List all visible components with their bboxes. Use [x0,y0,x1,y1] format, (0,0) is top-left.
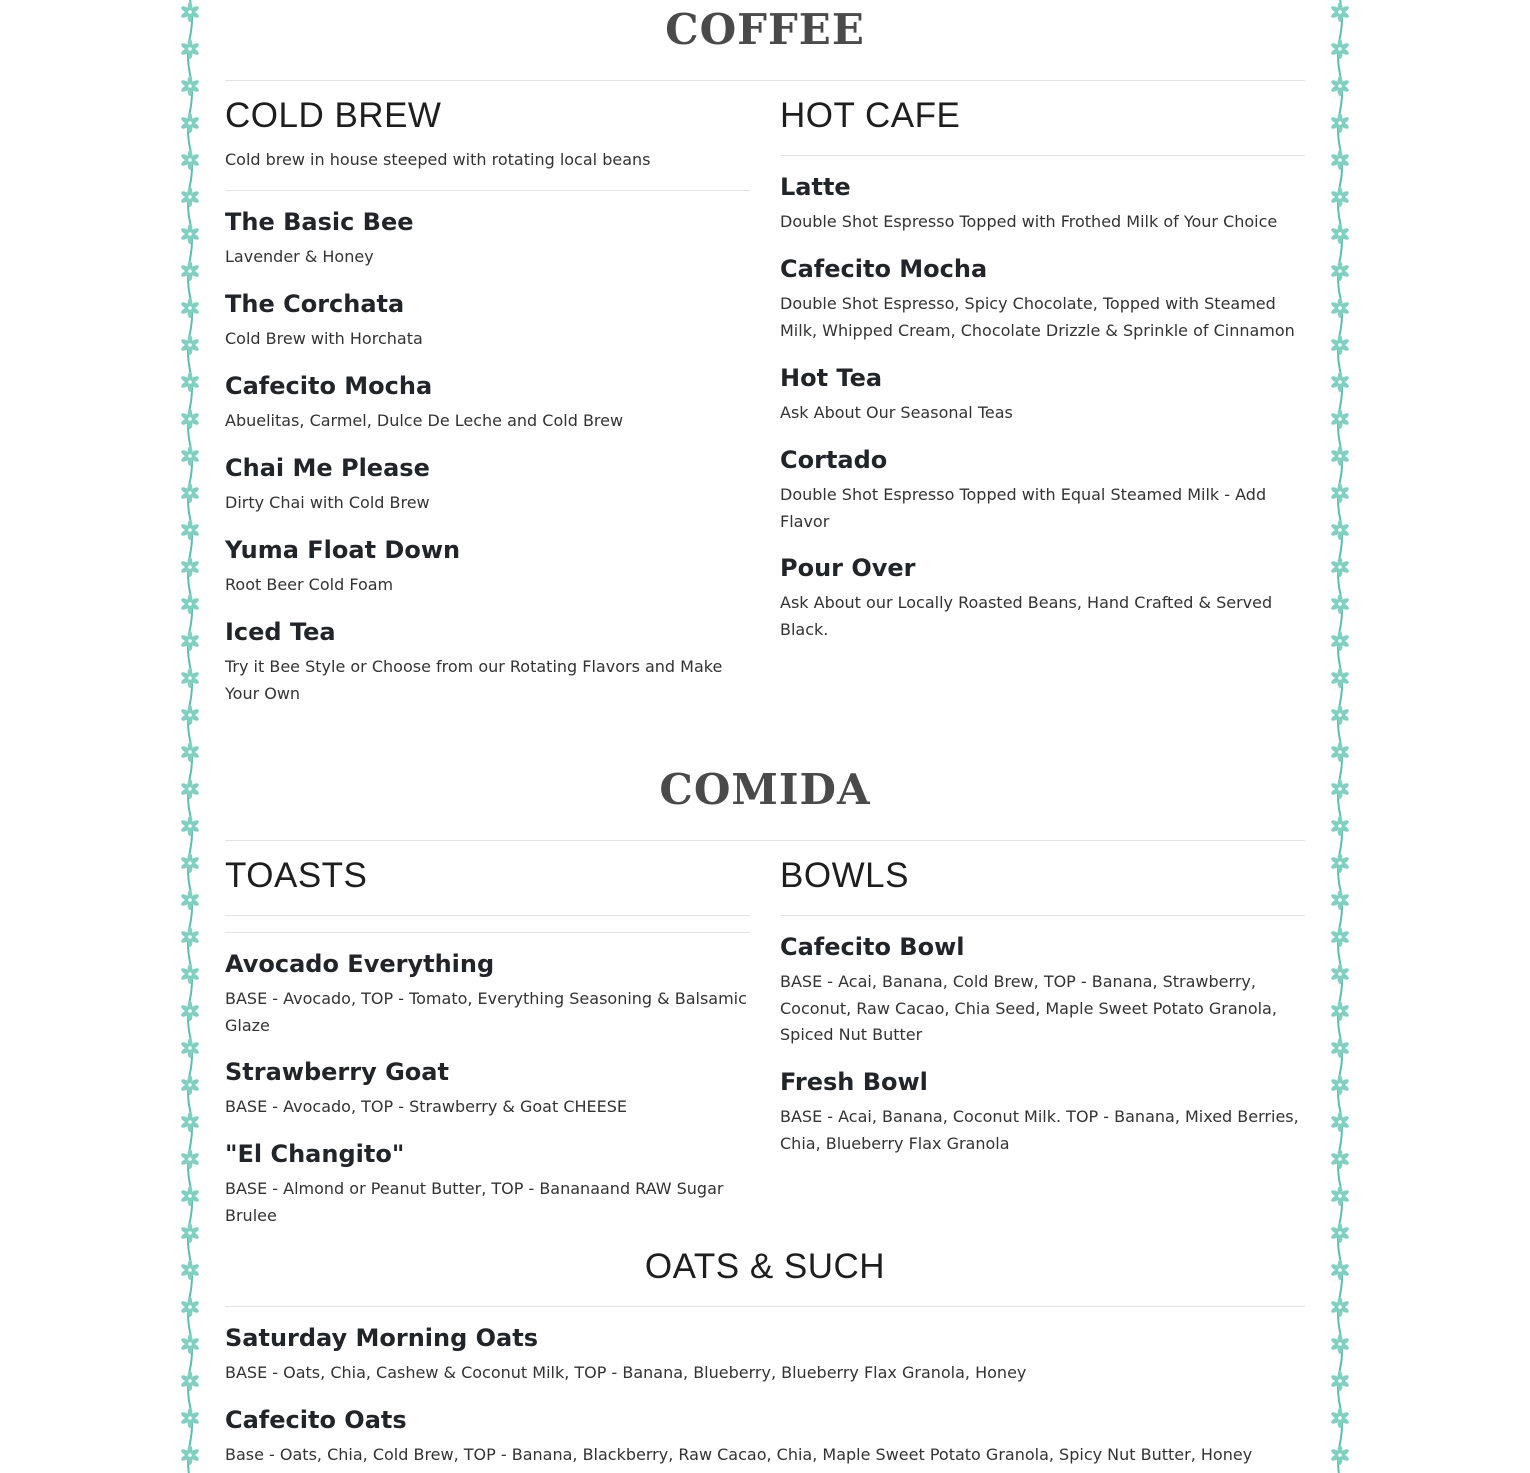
item-description: BASE - Oats, Chia, Cashew & Coconut Milk, TOP - Banana, Blueberry, Blueberry Flax Granola, Honey [225,1363,1027,1382]
item-description: Double Shot Espresso, Spicy Chocolate, Topped with Steamed Milk, Whipped Cream, Chocolate Drizzle & Sprinkle of Cinnamon [780,294,1295,340]
item-name: Cafecito Oats [225,1406,407,1434]
comida-section-title: COMIDA [659,765,871,814]
item-description: BASE - Acai, Banana, Cold Brew, TOP - Banana, Strawberry, Coconut, Raw Cacao, Chia Seed, Maple Sweet Potato Granola, Spiced Nut Butter [780,972,1277,1044]
flower-icon [1330,1075,1350,1095]
item-name: Cortado [780,446,888,474]
flower-icon [1330,298,1350,318]
flower-icon [180,187,200,207]
flower-icon [1330,335,1350,355]
menu-item [780,1066,1305,1157]
item-description: Try it Bee Style or Choose from our Rotating Flavors and Make Your Own [225,657,723,703]
divider [225,80,1305,81]
flower-icon [180,779,200,799]
flower-icon [180,2,200,22]
flower-icon [1330,483,1350,503]
menu-item [780,362,1305,427]
flower-icon [1330,520,1350,540]
flower-icon [1330,1334,1350,1354]
menu-item [225,1138,750,1229]
item-description: Dirty Chai with Cold Brew [225,493,430,512]
flower-icon [180,76,200,96]
category-title-hot-cafe: HOT CAFE [780,96,961,135]
menu-item [780,253,1305,344]
flower-icon [180,372,200,392]
flower-icon [1330,39,1350,59]
flower-icon [180,1149,200,1169]
flower-icon [1330,1001,1350,1021]
flower-icon [1330,927,1350,947]
item-name: Fresh Bowl [780,1068,928,1096]
item-name: The Corchata [225,290,405,318]
flower-icon [1330,742,1350,762]
flower-icon [180,1223,200,1243]
item-description: Base - Oats, Chia, Cold Brew, TOP - Banana, Blackberry, Raw Cacao, Chia, Maple Sweet Potato Granola, Spicy Nut Butter, Honey [225,1445,1253,1464]
menu-item [225,948,750,1039]
divider [780,915,1305,916]
divider [225,932,750,933]
category-title-oats: OATS & SUCH [644,1247,886,1286]
item-description: Double Shot Espresso Topped with Equal Steamed Milk - Add Flavor [780,485,1267,531]
item-name: Yuma Float Down [225,536,461,564]
menu-item [780,931,1305,1049]
flower-icon [180,113,200,133]
flower-icon [180,409,200,429]
flower-icon [1330,1408,1350,1428]
menu-item [225,370,750,435]
menu-item [225,534,750,599]
divider [225,1306,1305,1307]
flower-icon [180,335,200,355]
vine-border-left [170,0,210,1473]
flower-icon [1330,1112,1350,1132]
flower-icon [1330,187,1350,207]
menu-item [225,206,750,271]
flower-icon [180,1001,200,1021]
flower-icon [180,1038,200,1058]
flower-icon [1330,668,1350,688]
flower-icon [1330,1223,1350,1243]
item-description: Abuelitas, Carmel, Dulce De Leche and Cold Brew [225,411,624,430]
flower-icon [1330,261,1350,281]
item-description: BASE - Avocado, TOP - Tomato, Everything Seasoning & Balsamic Glaze [225,989,747,1035]
flower-icon [1330,631,1350,651]
flower-icon [1330,1149,1350,1169]
item-description: Double Shot Espresso Topped with Frothed Milk of Your Choice [780,212,1278,231]
item-name: Cafecito Mocha [225,372,433,400]
item-description: BASE - Avocado, TOP - Strawberry & Goat CHEESE [225,1097,628,1116]
flower-icon [1330,409,1350,429]
flower-icon [180,742,200,762]
coffee-section-title: COFFEE [665,5,865,54]
category-title-toasts: TOASTS [225,856,368,895]
flower-icon [180,964,200,984]
flower-icon [1330,1371,1350,1391]
item-description: Cold Brew with Horchata [225,329,423,348]
menu-item [780,552,1305,643]
item-name: Avocado Everything [225,950,495,978]
flower-icon [1330,113,1350,133]
divider [225,915,750,916]
category-title-cold-brew: COLD BREW [225,96,442,135]
flower-icon [1330,1445,1350,1465]
item-description: Ask About Our Seasonal Teas [780,403,1013,422]
flower-icon [180,1260,200,1280]
category-description-cold-brew: Cold brew in house steeped with rotating local beans [225,150,651,169]
flower-icon [1330,594,1350,614]
divider [780,155,1305,156]
flower-icon [1330,224,1350,244]
flower-icon [180,853,200,873]
menu-item [225,288,750,353]
menu-item [780,444,1305,535]
flower-icon [1330,890,1350,910]
flower-icon [180,890,200,910]
flower-icon [180,668,200,688]
item-name: Strawberry Goat [225,1058,449,1086]
item-description: Root Beer Cold Foam [225,575,394,594]
flower-icon [180,594,200,614]
flower-icon [180,1334,200,1354]
flower-icon [1330,705,1350,725]
flower-icon [1330,816,1350,836]
item-name: Chai Me Please [225,454,430,482]
flower-icon [180,1112,200,1132]
item-name: Saturday Morning Oats [225,1324,539,1352]
flower-icon [180,1297,200,1317]
flower-icon [180,224,200,244]
flower-icon [1330,1297,1350,1317]
flower-icon [1330,1260,1350,1280]
item-description: Lavender & Honey [225,247,374,266]
menu-item [225,616,750,707]
menu-item [225,1322,1285,1387]
menu-item [780,171,1305,236]
item-name: Iced Tea [225,618,336,646]
item-name: Cafecito Bowl [780,933,965,961]
item-description: Ask About our Locally Roasted Beans, Hand Crafted & Served Black. [780,593,1273,639]
flower-icon [180,1371,200,1391]
item-description: BASE - Almond or Peanut Butter, TOP - Bananaand RAW Sugar Brulee [225,1179,724,1225]
divider [225,190,750,191]
category-title-bowls: BOWLS [780,856,909,895]
menu-item [225,452,750,517]
item-name: "El Changito" [225,1140,405,1168]
item-name: Cafecito Mocha [780,255,988,283]
flower-icon [180,816,200,836]
menu-item [225,1056,750,1121]
vine-border-right [1320,0,1360,1473]
flower-icon [1330,372,1350,392]
flower-icon [1330,446,1350,466]
flower-icon [1330,557,1350,577]
flower-icon [180,298,200,318]
flower-icon [1330,76,1350,96]
item-name: Latte [780,173,851,201]
flower-icon [180,39,200,59]
flower-icon [180,1445,200,1465]
flower-icon [1330,150,1350,170]
flower-icon [180,520,200,540]
flower-icon [180,150,200,170]
flower-icon [1330,779,1350,799]
item-name: Pour Over [780,554,916,582]
flower-icon [180,705,200,725]
flower-icon [180,557,200,577]
flower-icon [180,261,200,281]
flower-icon [180,1075,200,1095]
menu-item [225,1404,1285,1469]
flower-icon [1330,964,1350,984]
flower-icon [1330,853,1350,873]
flower-icon [180,1408,200,1428]
flower-icon [1330,1186,1350,1206]
item-name: Hot Tea [780,364,883,392]
flower-icon [180,631,200,651]
flower-icon [180,446,200,466]
flower-icon [180,927,200,947]
flower-icon [1330,1038,1350,1058]
divider [225,840,1305,841]
flower-icon [1330,2,1350,22]
item-description: BASE - Acai, Banana, Coconut Milk. TOP - Banana, Mixed Berries, Chia, Blueberry Flax Granola [780,1107,1299,1153]
flower-icon [180,483,200,503]
flower-icon [180,1186,200,1206]
item-name: The Basic Bee [225,208,414,236]
